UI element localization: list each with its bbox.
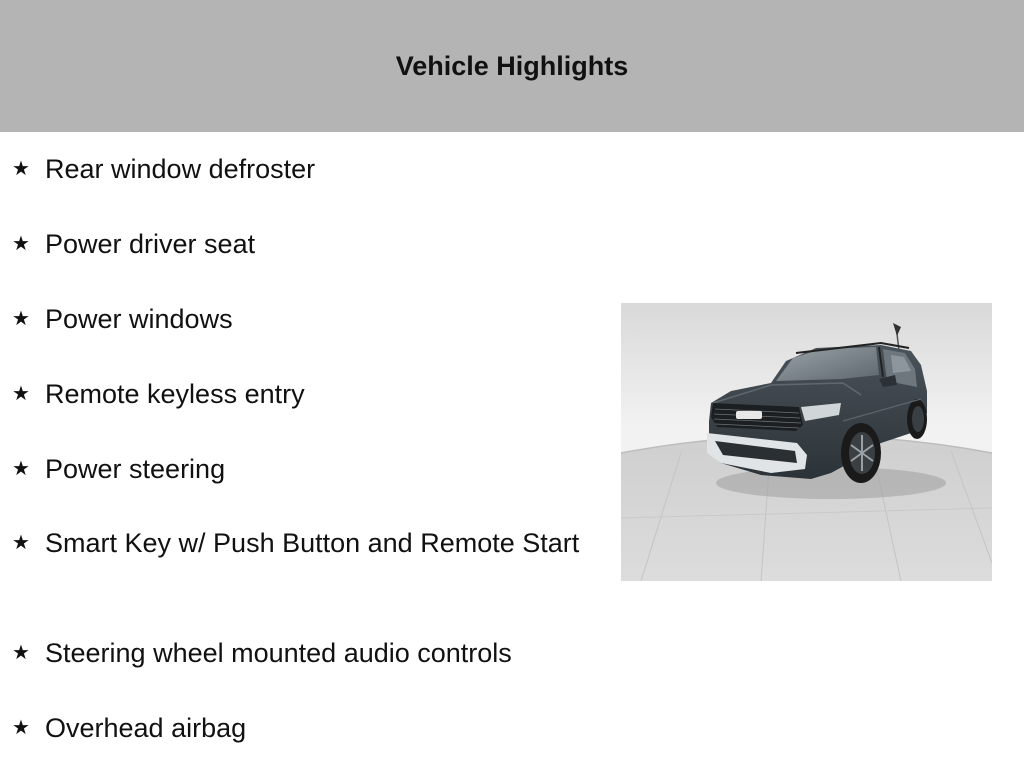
list-item xyxy=(0,636,600,670)
highlight-label: Overhead airbag xyxy=(45,713,247,743)
highlight-label: Smart Key w/ Push Button and Remote Start xyxy=(45,528,580,558)
list-item xyxy=(0,227,600,261)
list-item xyxy=(0,152,600,186)
star-icon: ★ xyxy=(12,458,30,480)
list-item xyxy=(0,711,600,745)
highlight-label: Power steering xyxy=(45,454,226,484)
list-item xyxy=(0,377,600,411)
page-title: Vehicle Highlights xyxy=(395,50,629,81)
star-icon: ★ xyxy=(12,383,30,405)
star-icon: ★ xyxy=(12,532,30,554)
star-icon: ★ xyxy=(12,233,30,255)
header-banner xyxy=(0,0,1024,132)
list-item xyxy=(0,526,600,560)
list-item xyxy=(0,302,600,336)
star-icon: ★ xyxy=(12,717,30,739)
vehicle-photo xyxy=(621,303,992,581)
star-icon: ★ xyxy=(12,642,30,664)
star-icon: ★ xyxy=(12,158,30,180)
highlight-label: Power driver seat xyxy=(45,229,256,259)
highlight-label: Rear window defroster xyxy=(45,154,316,184)
highlight-label: Power windows xyxy=(45,304,233,334)
star-icon: ★ xyxy=(12,308,30,330)
highlight-label: Remote keyless entry xyxy=(45,379,305,409)
highlight-label: Steering wheel mounted audio controls xyxy=(45,638,512,668)
list-item xyxy=(0,452,600,486)
